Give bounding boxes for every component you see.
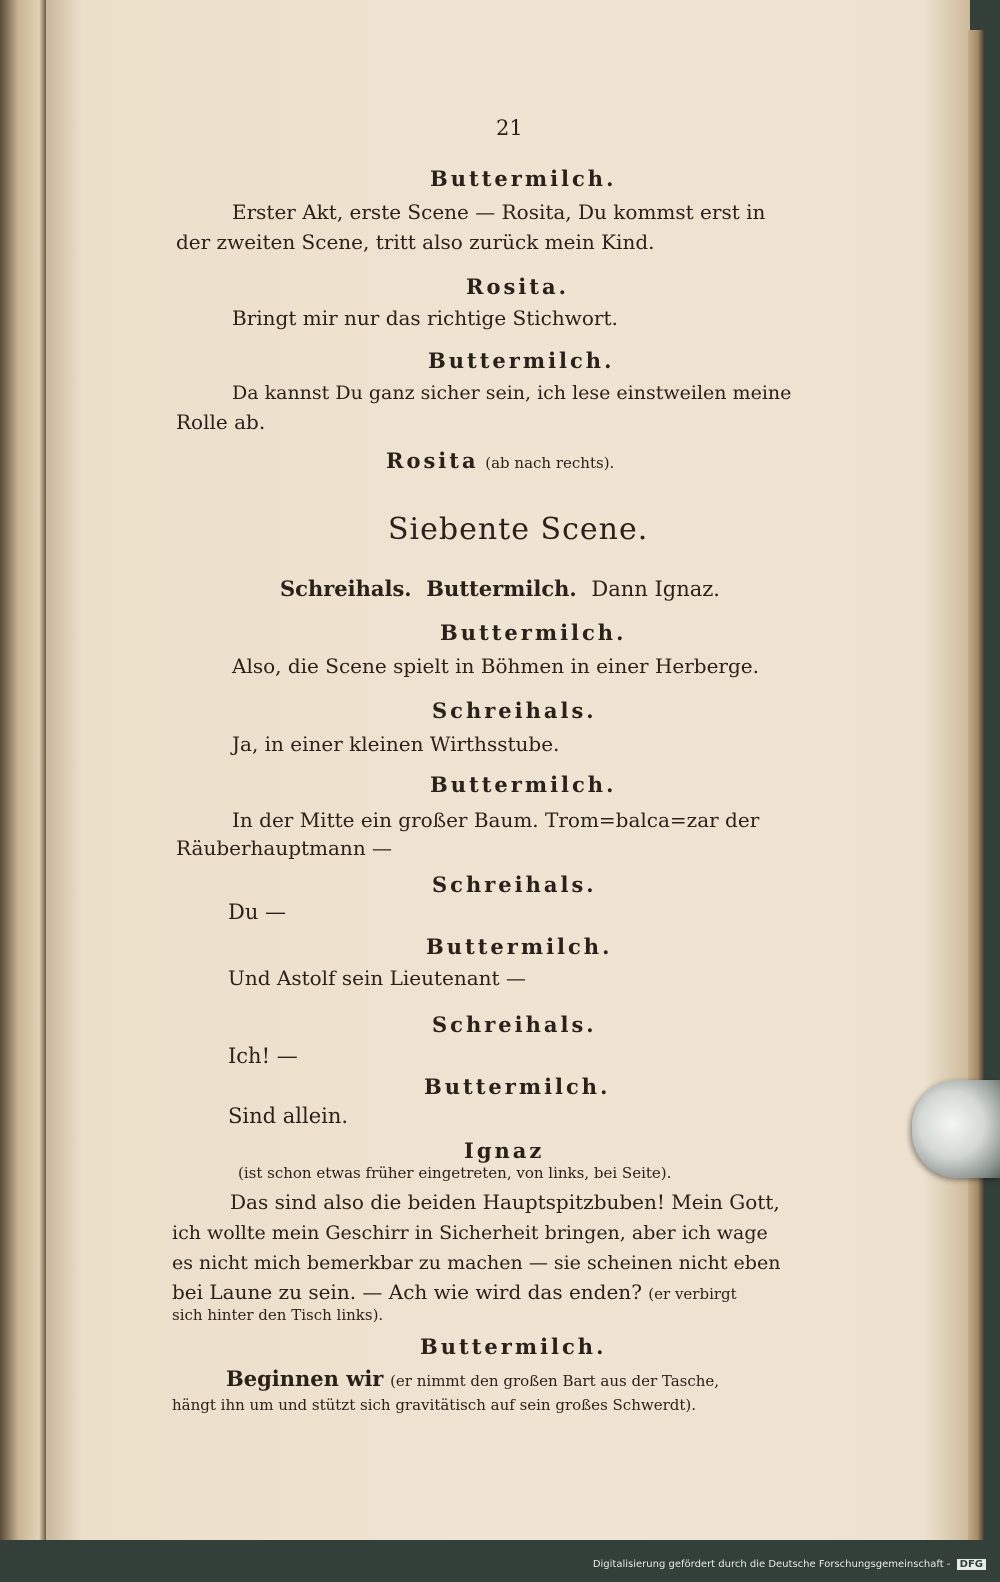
speaker: Ignaz [464, 1138, 545, 1163]
speaker: Rosita [386, 448, 479, 473]
stage-direction: (er nimmt den großen Bart aus der Tasche, [390, 1372, 720, 1390]
speaker: Buttermilch. [426, 934, 613, 959]
speaker: Schreihals. [432, 872, 597, 897]
dfg-logo: DFG [957, 1559, 986, 1570]
text-line [226, 1366, 719, 1391]
text-line: ich wollte mein Geschirr in Sicherheit bringen, aber ich wage [172, 1222, 768, 1244]
stage-direction-line [386, 448, 614, 473]
page-stack-edge [968, 30, 984, 1540]
cast-list [280, 576, 720, 601]
text-line: Du — [228, 900, 287, 924]
text-line: Räuberhauptmann — [176, 836, 393, 860]
footer [0, 1548, 1000, 1582]
cast-member: Schreihals. [280, 576, 412, 601]
text-line: Erster Akt, erste Scene — Rosita, Du kommst erst in [232, 200, 766, 224]
text-line: Ich! — [228, 1044, 298, 1068]
text-line: Rolle ab. [176, 410, 266, 434]
stage-direction: (ab nach rechts). [485, 454, 615, 472]
stage-direction: sich hinter den Tisch links). [172, 1306, 384, 1324]
page-clip [912, 1080, 1000, 1178]
speaker: Buttermilch. [430, 772, 617, 797]
stage-direction: (ist schon etwas früher eingetreten, von links, bei Seite). [238, 1164, 672, 1182]
page-number: 21 [496, 116, 523, 140]
text-line [172, 1280, 737, 1304]
left-page-edge [0, 0, 46, 1540]
speaker: Buttermilch. [420, 1334, 607, 1359]
text-line: Das sind also die beiden Hauptspitzbuben! Mein Gott, [230, 1190, 780, 1214]
speaker: Buttermilch. [424, 1074, 611, 1099]
text-line: es nicht mich bemerkbar zu machen — sie scheinen nicht eben [172, 1252, 781, 1274]
cast-member: Dann Ignaz. [591, 577, 720, 601]
speaker: Schreihals. [432, 1012, 597, 1037]
footer-text: Digitalisierung gefördert durch die Deutsche Forschungsgemeinschaft - [592, 1559, 951, 1570]
text-line: Sind allein. [228, 1104, 349, 1128]
speaker: Schreihals. [432, 698, 597, 723]
cast-member: Buttermilch. [426, 576, 577, 601]
text-line: der zweiten Scene, tritt also zurück mein Kind. [176, 230, 655, 254]
text-line: Da kannst Du ganz sicher sein, ich lese einstweilen meine [232, 382, 792, 404]
speaker: Buttermilch. [440, 620, 627, 645]
text-line: Und Astolf sein Lieutenant — [228, 966, 526, 990]
stage-direction: (er verbirgt [648, 1285, 737, 1303]
speaker: Buttermilch. [428, 348, 615, 373]
text-segment: bei Laune zu sein. — Ach wie wird das enden? [172, 1280, 642, 1304]
text-line: Also, die Scene spielt in Böhmen in einer Herberge. [232, 654, 759, 678]
text-line: Bringt mir nur das richtige Stichwort. [232, 306, 618, 330]
stage-direction: hängt ihn um und stützt sich gravitätisch auf sein großes Schwerdt). [172, 1396, 697, 1414]
text-segment: Beginnen wir [226, 1366, 384, 1391]
text-line: In der Mitte ein großer Baum. Trom=balca=zar der [232, 808, 760, 832]
scene-heading: Siebente Scene. [388, 512, 649, 547]
text-line: Ja, in einer kleinen Wirthsstube. [232, 732, 560, 756]
speaker: Buttermilch. [430, 166, 617, 191]
speaker: Rosita. [466, 274, 569, 299]
